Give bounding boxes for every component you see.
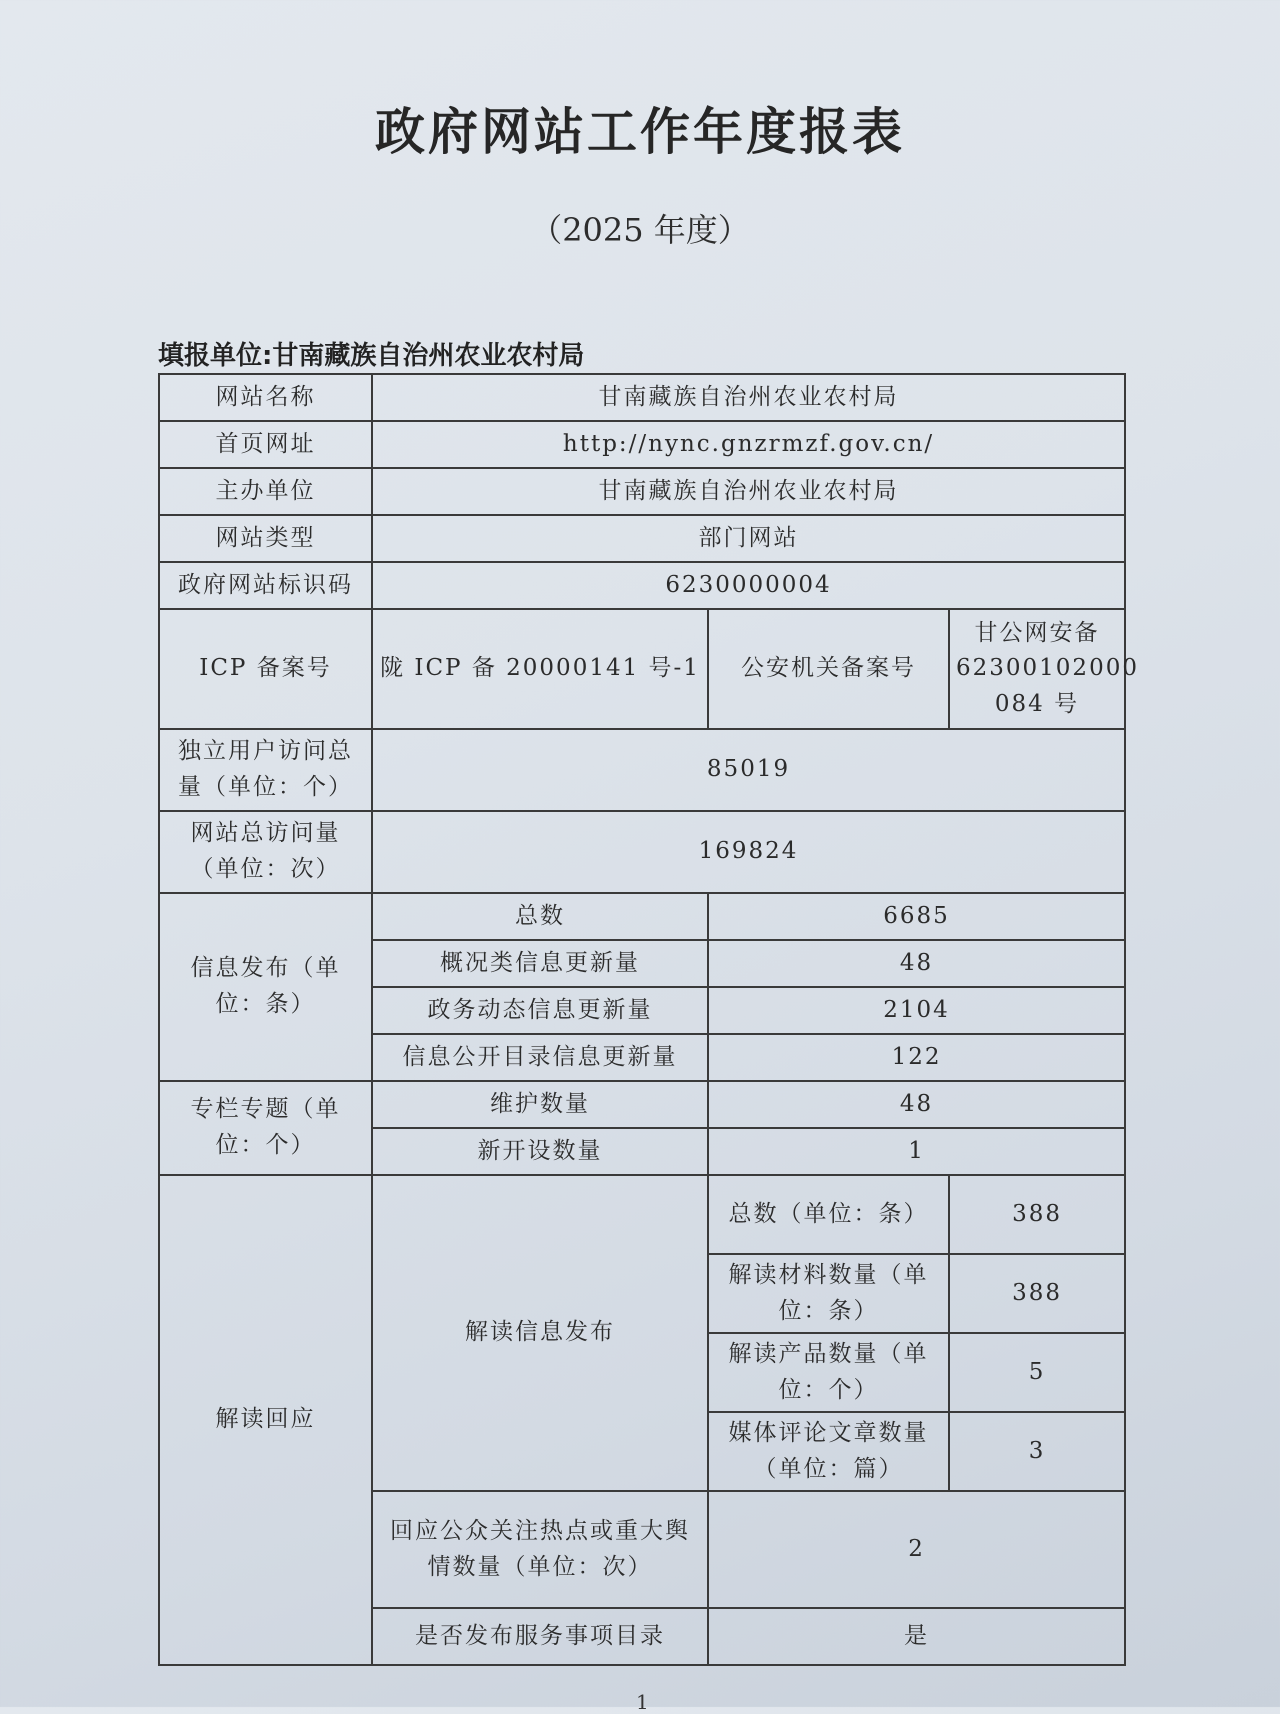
site-code-value: 6230000004 bbox=[372, 562, 1125, 609]
icp-label: ICP 备案号 bbox=[159, 609, 372, 729]
table-row bbox=[159, 729, 1125, 811]
filling-unit: 填报单位:甘南藏族自治州农业农村局 bbox=[158, 341, 585, 371]
info-catalog-label: 信息公开目录信息更新量 bbox=[372, 1034, 708, 1081]
site-type-label: 网站类型 bbox=[159, 515, 372, 562]
sponsor-label: 主办单位 bbox=[159, 468, 372, 515]
table-row bbox=[159, 811, 1125, 893]
site-type-value: 部门网站 bbox=[372, 515, 1125, 562]
columns-maintained-value: 48 bbox=[708, 1081, 1125, 1128]
columns-new-label: 新开设数量 bbox=[372, 1128, 708, 1175]
info-news-label: 政务动态信息更新量 bbox=[372, 987, 708, 1034]
response-value: 2 bbox=[708, 1491, 1125, 1608]
interp-media-value: 3 bbox=[949, 1412, 1125, 1491]
service-catalog-value: 是 bbox=[708, 1608, 1125, 1665]
interp-product-label: 解读产品数量（单位：个） bbox=[708, 1333, 949, 1412]
table-row bbox=[159, 893, 1125, 940]
police-record-label: 公安机关备案号 bbox=[708, 609, 949, 729]
icp-value: 陇 ICP 备 20000141 号-1 bbox=[372, 609, 708, 729]
table-row bbox=[159, 468, 1125, 515]
info-news-value: 2104 bbox=[708, 987, 1125, 1034]
interp-media-label: 媒体评论文章数量（单位：篇） bbox=[708, 1412, 949, 1491]
interp-total-value: 388 bbox=[949, 1175, 1125, 1254]
police-record-value: 甘公网安备 62300102000 084 号 bbox=[949, 609, 1125, 729]
total-visits-value: 169824 bbox=[372, 811, 1125, 893]
table-row bbox=[159, 515, 1125, 562]
table-row bbox=[159, 421, 1125, 468]
sponsor-value: 甘南藏族自治州农业农村局 bbox=[372, 468, 1125, 515]
interp-material-label: 解读材料数量（单位：条） bbox=[708, 1254, 949, 1333]
info-overview-label: 概况类信息更新量 bbox=[372, 940, 708, 987]
info-total-value: 6685 bbox=[708, 893, 1125, 940]
page-title: 政府网站工作年度报表 bbox=[375, 103, 905, 161]
homepage-label: 首页网址 bbox=[159, 421, 372, 468]
report-table bbox=[158, 373, 1139, 1666]
table-row bbox=[159, 374, 1125, 421]
response-label: 回应公众关注热点或重大舆情数量（单位：次） bbox=[372, 1491, 708, 1608]
interp-product-value: 5 bbox=[949, 1333, 1125, 1412]
info-overview-value: 48 bbox=[708, 940, 1125, 987]
columns-new-value: 1 bbox=[708, 1128, 1125, 1175]
info-release-label: 信息发布（单位：条） bbox=[159, 893, 372, 1081]
homepage-value: http://nync.gnzrmzf.gov.cn/ bbox=[372, 421, 1125, 468]
interpretation-release-label: 解读信息发布 bbox=[372, 1175, 708, 1491]
unique-visitors-label: 独立用户访问总量（单位：个） bbox=[159, 729, 372, 811]
table-row bbox=[159, 1175, 1125, 1254]
site-name-value: 甘南藏族自治州农业农村局 bbox=[372, 374, 1125, 421]
interp-material-value: 388 bbox=[949, 1254, 1125, 1333]
page-subtitle: （2025 年度） bbox=[530, 211, 750, 249]
page-number: 1 bbox=[636, 1690, 649, 1714]
columns-maintained-label: 维护数量 bbox=[372, 1081, 708, 1128]
table-row bbox=[159, 609, 1125, 729]
columns-label: 专栏专题（单位：个） bbox=[159, 1081, 372, 1175]
service-catalog-label: 是否发布服务事项目录 bbox=[372, 1608, 708, 1665]
table-row bbox=[159, 1081, 1125, 1128]
site-name-label: 网站名称 bbox=[159, 374, 372, 421]
total-visits-label: 网站总访问量（单位：次） bbox=[159, 811, 372, 893]
info-total-label: 总数 bbox=[372, 893, 708, 940]
table-row bbox=[159, 562, 1125, 609]
unique-visitors-value: 85019 bbox=[372, 729, 1125, 811]
info-catalog-value: 122 bbox=[708, 1034, 1125, 1081]
interp-total-label: 总数（单位：条） bbox=[708, 1175, 949, 1254]
site-code-label: 政府网站标识码 bbox=[159, 562, 372, 609]
interpretation-label: 解读回应 bbox=[159, 1175, 372, 1665]
